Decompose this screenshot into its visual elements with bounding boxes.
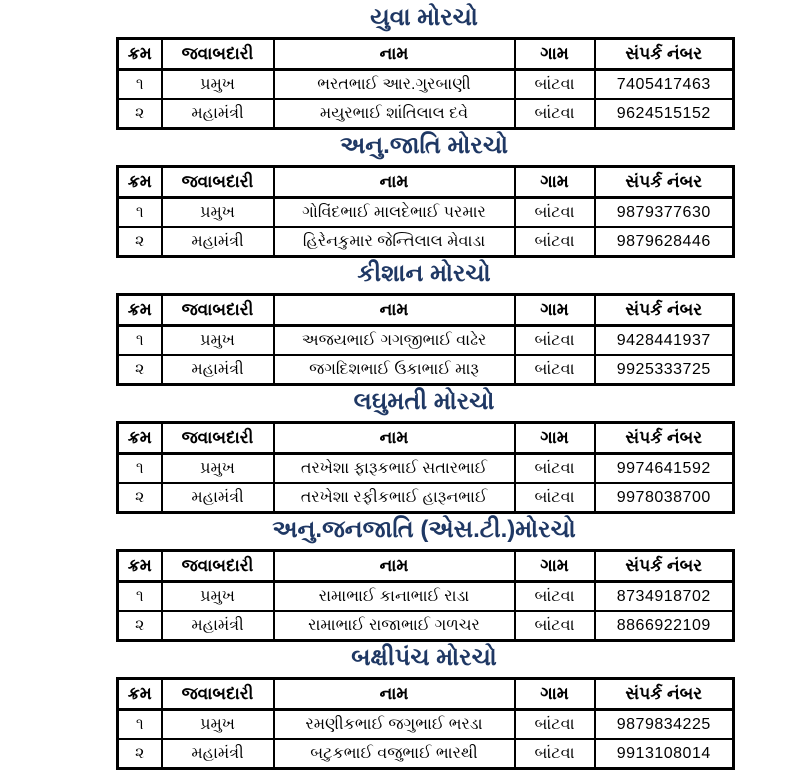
role-cell: મહામંત્રી (162, 227, 274, 257)
role-cell: મહામંત્રી (162, 483, 274, 513)
phone-cell: 9624515152 (595, 99, 734, 129)
section-yuva-morcho (116, 4, 732, 130)
name-cell: અજયભાઈ ગગજીભાઈ વાઢેર (274, 326, 515, 356)
table-header-row (118, 39, 734, 70)
village-cell: બાંટવા (515, 99, 595, 129)
table-row (118, 611, 734, 641)
phone-cell: 9879628446 (595, 227, 734, 257)
name-cell: તરખેશા ફારૂકભાઈ સતારભાઈ (274, 454, 515, 484)
col-header-role: જવાબદારી (162, 423, 274, 454)
col-header-phone: સંપર્ક નંબર (595, 39, 734, 70)
col-header-village: ગામ (515, 39, 595, 70)
table-row (118, 710, 734, 740)
table-row (118, 483, 734, 513)
col-header-role: જવાબદારી (162, 39, 274, 70)
phone-cell: 7405417463 (595, 70, 734, 100)
role-cell: પ્રમુખ (162, 454, 274, 484)
col-header-phone: સંપર્ક નંબર (595, 551, 734, 582)
role-cell: પ્રમુખ (162, 710, 274, 740)
col-header-phone: સંપર્ક નંબર (595, 295, 734, 326)
members-table (116, 549, 735, 642)
role-cell: પ્રમુખ (162, 198, 274, 228)
name-cell: હિરેનકુમાર જેન્તિલાલ મેવાડા (274, 227, 515, 257)
name-cell: રમણીકભાઈ જગુભાઈ ભરડા (274, 710, 515, 740)
col-header-name: નામ (274, 39, 515, 70)
table-row (118, 739, 734, 769)
section-laghumati-morcho (116, 388, 732, 514)
col-header-role: જવાબદારી (162, 167, 274, 198)
table-row (118, 198, 734, 228)
table-header-row (118, 295, 734, 326)
col-header-phone: સંપર્ક નંબર (595, 423, 734, 454)
serial-cell: ૧ (118, 326, 162, 356)
village-cell: બાંટવા (515, 739, 595, 769)
serial-cell: ૨ (118, 227, 162, 257)
section-title: લઘુમતી મોરચો (353, 388, 495, 415)
table-header-row (118, 679, 734, 710)
table-header-row (118, 551, 734, 582)
col-header-name: નામ (274, 679, 515, 710)
col-header-name: નામ (274, 167, 515, 198)
table-row (118, 227, 734, 257)
serial-cell: ૨ (118, 611, 162, 641)
serial-cell: ૧ (118, 454, 162, 484)
col-header-name: નામ (274, 295, 515, 326)
role-cell: પ્રમુખ (162, 70, 274, 100)
col-header-name: નામ (274, 423, 515, 454)
col-header-phone: સંપર્ક નંબર (595, 679, 734, 710)
role-cell: મહામંત્રી (162, 611, 274, 641)
table-row (118, 326, 734, 356)
col-header-role: જવાબદારી (162, 551, 274, 582)
name-cell: રામાભાઈ કાનાભાઈ રાડા (274, 582, 515, 612)
role-cell: પ્રમુખ (162, 326, 274, 356)
section-bakshipanch-morcho (116, 644, 732, 770)
section-anu-jati-morcho (116, 132, 732, 258)
serial-cell: ૨ (118, 99, 162, 129)
col-header-village: ગામ (515, 295, 595, 326)
serial-cell: ૨ (118, 355, 162, 385)
role-cell: મહામંત્રી (162, 355, 274, 385)
phone-cell: 9974641592 (595, 454, 734, 484)
members-table (116, 677, 735, 770)
members-table (116, 421, 735, 514)
col-header-village: ગામ (515, 423, 595, 454)
col-header-serial: ક્રમ (118, 39, 162, 70)
table-row (118, 454, 734, 484)
section-anu-janjati-st-morcho (116, 516, 732, 642)
name-cell: જગદિશભાઈ ઉકાભાઈ મારૂ (274, 355, 515, 385)
name-cell: મયુરભાઈ શાંતિલાલ દવે (274, 99, 515, 129)
members-table (116, 37, 735, 130)
phone-cell: 9879834225 (595, 710, 734, 740)
table-row (118, 70, 734, 100)
col-header-village: ગામ (515, 551, 595, 582)
table-header-row (118, 423, 734, 454)
section-title: બક્ષીપંચ મોરચો (351, 644, 497, 671)
village-cell: બાંટવા (515, 355, 595, 385)
col-header-serial: ક્રમ (118, 167, 162, 198)
col-header-serial: ક્રમ (118, 679, 162, 710)
phone-cell: 9879377630 (595, 198, 734, 228)
village-cell: બાંટવા (515, 454, 595, 484)
members-table (116, 165, 735, 258)
village-cell: બાંટવા (515, 582, 595, 612)
serial-cell: ૧ (118, 198, 162, 228)
col-header-phone: સંપર્ક નંબર (595, 167, 734, 198)
section-title: અનુ.જાતિ મોરચો (339, 132, 509, 159)
section-title: અનુ.જનજાતિ (એસ.ટી.)મોરચો (272, 516, 576, 543)
name-cell: રામાભાઈ રાજાભાઈ ગળચર (274, 611, 515, 641)
phone-cell: 9428441937 (595, 326, 734, 356)
role-cell: મહામંત્રી (162, 99, 274, 129)
serial-cell: ૨ (118, 739, 162, 769)
col-header-serial: ક્રમ (118, 295, 162, 326)
col-header-role: જવાબદારી (162, 679, 274, 710)
serial-cell: ૧ (118, 70, 162, 100)
phone-cell: 9913108014 (595, 739, 734, 769)
col-header-role: જવાબદારી (162, 295, 274, 326)
role-cell: મહામંત્રી (162, 739, 274, 769)
table-row (118, 355, 734, 385)
village-cell: બાંટવા (515, 198, 595, 228)
section-title: કીશાન મોરચો (357, 260, 491, 287)
col-header-serial: ક્રમ (118, 551, 162, 582)
col-header-village: ગામ (515, 679, 595, 710)
phone-cell: 9925333725 (595, 355, 734, 385)
name-cell: બટુકભાઈ વજુભાઈ ભારથી (274, 739, 515, 769)
table-row (118, 99, 734, 129)
serial-cell: ૨ (118, 483, 162, 513)
village-cell: બાંટવા (515, 710, 595, 740)
role-cell: પ્રમુખ (162, 582, 274, 612)
village-cell: બાંટવા (515, 611, 595, 641)
phone-cell: 9978038700 (595, 483, 734, 513)
col-header-serial: ક્રમ (118, 423, 162, 454)
col-header-name: નામ (274, 551, 515, 582)
name-cell: ગોવિંદભાઈ માલદેભાઈ પરમાર (274, 198, 515, 228)
name-cell: તરખેશા રફીકભાઈ હારૂનભાઈ (274, 483, 515, 513)
section-title: યુવા મોરચો (370, 4, 478, 31)
section-kishan-morcho (116, 260, 732, 386)
village-cell: બાંટવા (515, 483, 595, 513)
phone-cell: 8734918702 (595, 582, 734, 612)
col-header-village: ગામ (515, 167, 595, 198)
phone-cell: 8866922109 (595, 611, 734, 641)
members-table (116, 293, 735, 386)
village-cell: બાંટવા (515, 70, 595, 100)
table-row (118, 582, 734, 612)
village-cell: બાંટવા (515, 227, 595, 257)
serial-cell: ૧ (118, 710, 162, 740)
serial-cell: ૧ (118, 582, 162, 612)
table-header-row (118, 167, 734, 198)
village-cell: બાંટવા (515, 326, 595, 356)
name-cell: ભરતભાઈ આર.ગુરબાણી (274, 70, 515, 100)
